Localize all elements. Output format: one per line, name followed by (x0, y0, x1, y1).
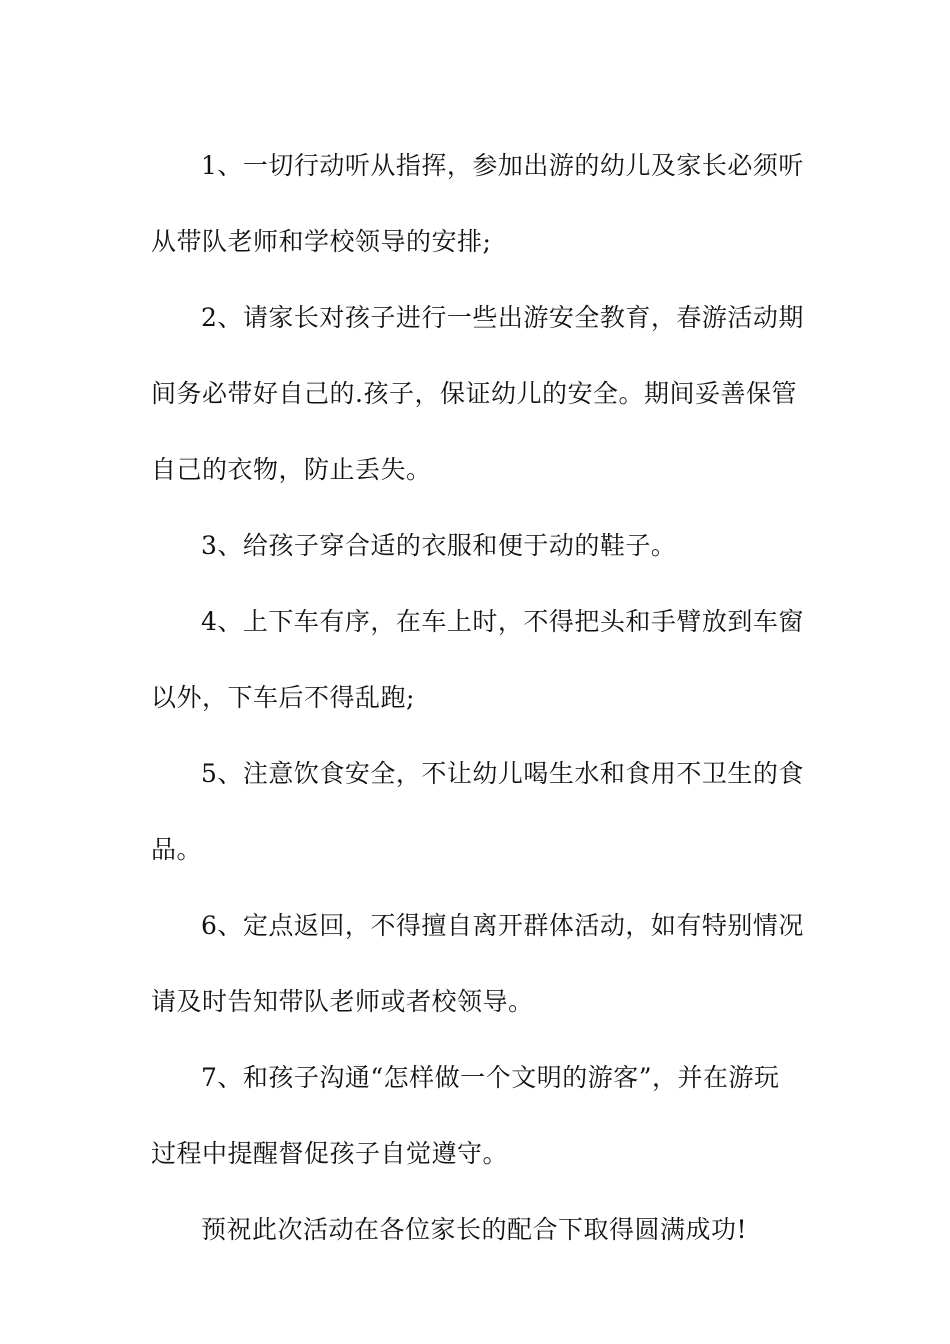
paragraph-line: 品。 (151, 835, 203, 864)
paragraph-rule-6 (151, 888, 804, 1040)
paragraph-line: 请及时告知带队老师或者校领导。 (151, 987, 534, 1016)
paragraph-line: 从带队老师和学校领导的安排; (151, 227, 492, 256)
paragraph-line: 间务必带好自己的.孩子，保证幼儿的安全。期间妥善保管 (151, 379, 797, 408)
paragraph-line: 4、上下车有序，在车上时，不得把头和手臂放到车窗 (201, 607, 804, 636)
paragraph-line: 1、一切行动听从指挥，参加出游的幼儿及家长必须听 (201, 151, 804, 180)
paragraph-line: 3、给孩子穿合适的衣服和便于动的鞋子。 (201, 531, 677, 560)
paragraph-line: 6、定点返回，不得擅自离开群体活动，如有特别情况 (201, 911, 804, 940)
document-body (151, 128, 804, 1268)
paragraph-rule-5 (151, 736, 804, 888)
paragraph-rule-7 (151, 1040, 801, 1192)
paragraph-line: 以外，下车后不得乱跑; (151, 683, 415, 712)
paragraph-line: 过程中提醒督促孩子自觉遵守。 (151, 1139, 509, 1168)
paragraph-line: 5、注意饮食安全，不让幼儿喝生水和食用不卫生的食 (201, 759, 804, 788)
paragraph-rule-1 (151, 128, 804, 280)
paragraph-rule-3 (151, 508, 801, 584)
paragraph-rule-2 (151, 280, 804, 508)
paragraph-line: 7、和孩子沟通“怎样做一个文明的游客”，并在游玩 (201, 1063, 780, 1092)
paragraph-rule-4 (151, 584, 804, 736)
paragraph-line: 自己的衣物，防止丢失。 (151, 455, 432, 484)
paragraph-line: 2、请家长对孩子进行一些出游安全教育，春游活动期 (201, 303, 804, 332)
paragraph-closing-wish (151, 1192, 801, 1268)
paragraph-line: 预祝此次活动在各位家长的配合下取得圆满成功! (201, 1215, 748, 1244)
